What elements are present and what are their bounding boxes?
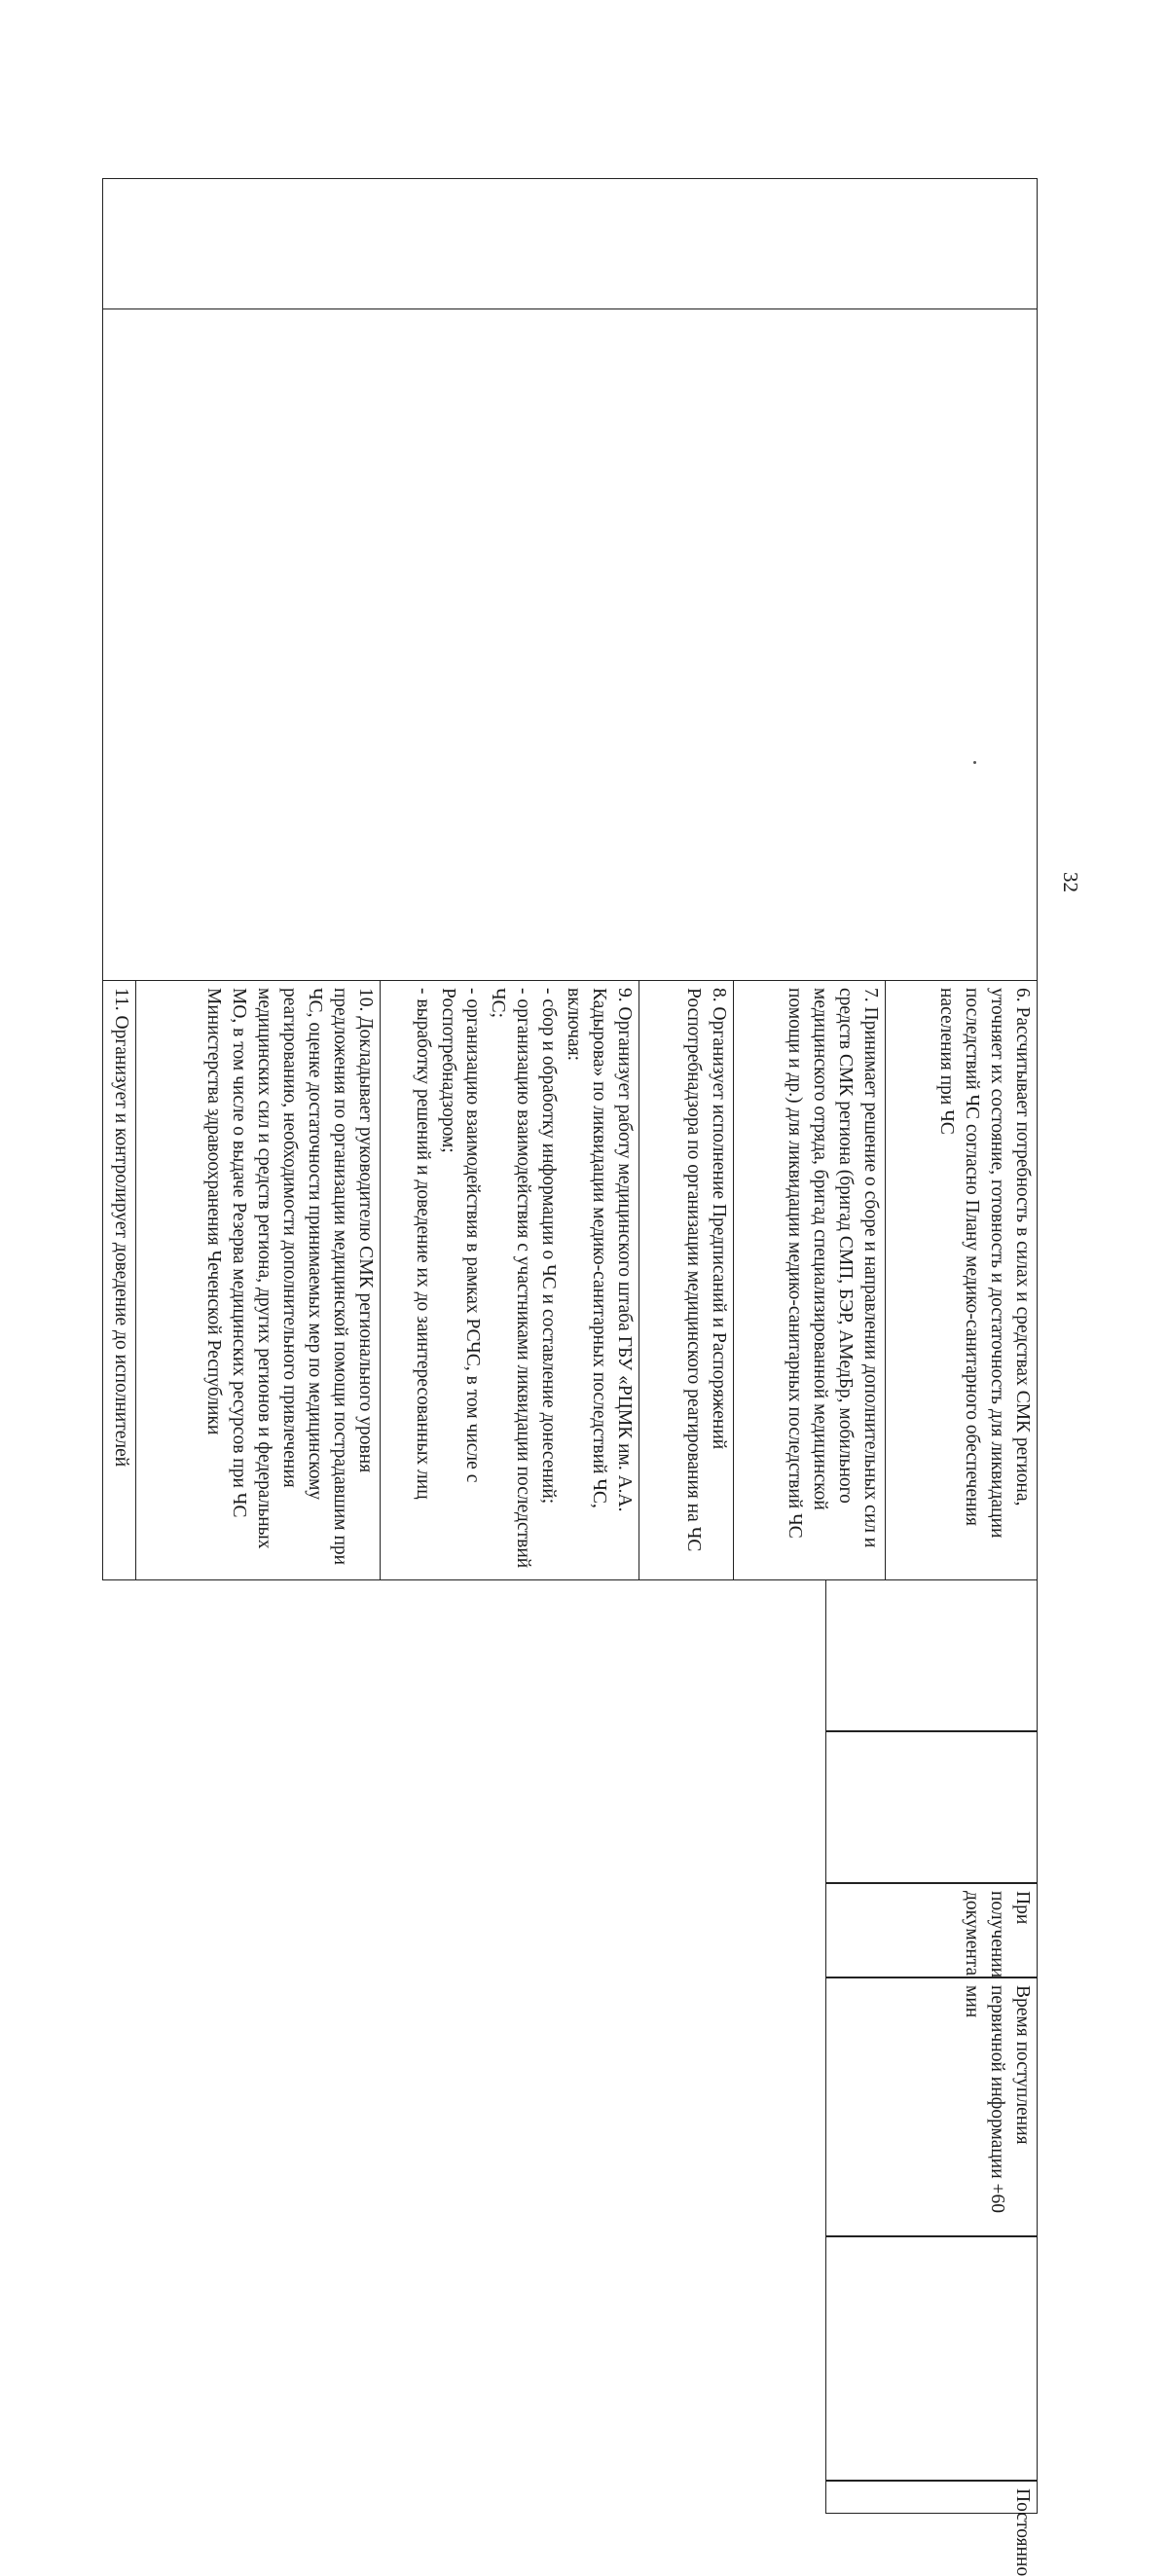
empty-column-cell-2 bbox=[103, 309, 1038, 981]
time-cell: Постоянно bbox=[825, 2481, 1038, 2514]
plan-table bbox=[102, 178, 1038, 1580]
table-row bbox=[886, 179, 1038, 1580]
time-cell bbox=[825, 2236, 1038, 2481]
action-line: 10. Докладывает руководителю СМК регионального уровня предложения по организации медицинской помощи пострадавшим при ЧС, оценке достаточности принимаемых мер по медицинскому реагированию, необходимости дополнительного привлечения медицинских сил и средств региона, других регионов и федеральных МО, в том числе о выдаче Резерва медицинских ресурсов при ЧС Министерства здравоохранения Чеченской Республики bbox=[203, 988, 376, 1566]
time-cell bbox=[825, 1731, 1038, 1883]
action-cell bbox=[734, 981, 886, 1580]
time-cell: Время поступления первичной информации +60 мин bbox=[825, 1977, 1038, 2236]
action-cell bbox=[886, 981, 1038, 1580]
time-cell bbox=[825, 1579, 1038, 1731]
action-line: - организацию взаимодействия с участниками ликвидации последствий ЧС; bbox=[488, 988, 534, 1569]
action-cell bbox=[103, 981, 136, 1580]
action-cell bbox=[381, 981, 639, 1580]
action-cell bbox=[639, 981, 734, 1580]
action-line: 8. Организует исполнение Предписаний и Распоряжений Роспотребнадзора по организации медицинского реагирования на ЧС bbox=[683, 988, 729, 1552]
action-cell bbox=[136, 981, 381, 1580]
action-line: - организацию взаимодействия в рамках РСЧС, в том числе с Роспотребнадзором; bbox=[437, 988, 484, 1483]
action-line: 6. Рассчитывает потребность в силах и средствах СМК региона, уточняет их состояние, готовность и достаточность для ликвидации последствий ЧС согласно Плану медико-санитарного обеспечения населения при ЧС bbox=[936, 988, 1033, 1539]
action-line: 7. Принимает решение о сборе и направлении дополнительных сил и средств СМК региона (бригад СМП, БЭР, АМедБр, мобильного медицинского отряда, бригад специализированной медицинской помощи и др.) для ликвидации медико-санитарных последствий ЧС bbox=[785, 988, 881, 1548]
empty-column-cell-1 bbox=[103, 179, 1038, 309]
page-number: 32 bbox=[1059, 872, 1082, 892]
time-cell: При получении документа bbox=[825, 1883, 1038, 1977]
action-line: 11. Организует и контролирует доведение до исполнителей bbox=[111, 988, 131, 1468]
rotated-table bbox=[103, 178, 1038, 1579]
action-line: - сбор и обработку информации о ЧС и составление донесений; bbox=[538, 988, 560, 1505]
action-line: 9. Организует работу медицинского штаба ГБУ «РЦМК им. А.А. Кадырова» по ликвидации медико-санитарных последствий ЧС, включая: bbox=[564, 988, 635, 1512]
time-column-wrap bbox=[823, 1579, 1038, 2576]
action-line: - выработку решений и доведение их до заинтересованных лиц bbox=[412, 988, 433, 1500]
